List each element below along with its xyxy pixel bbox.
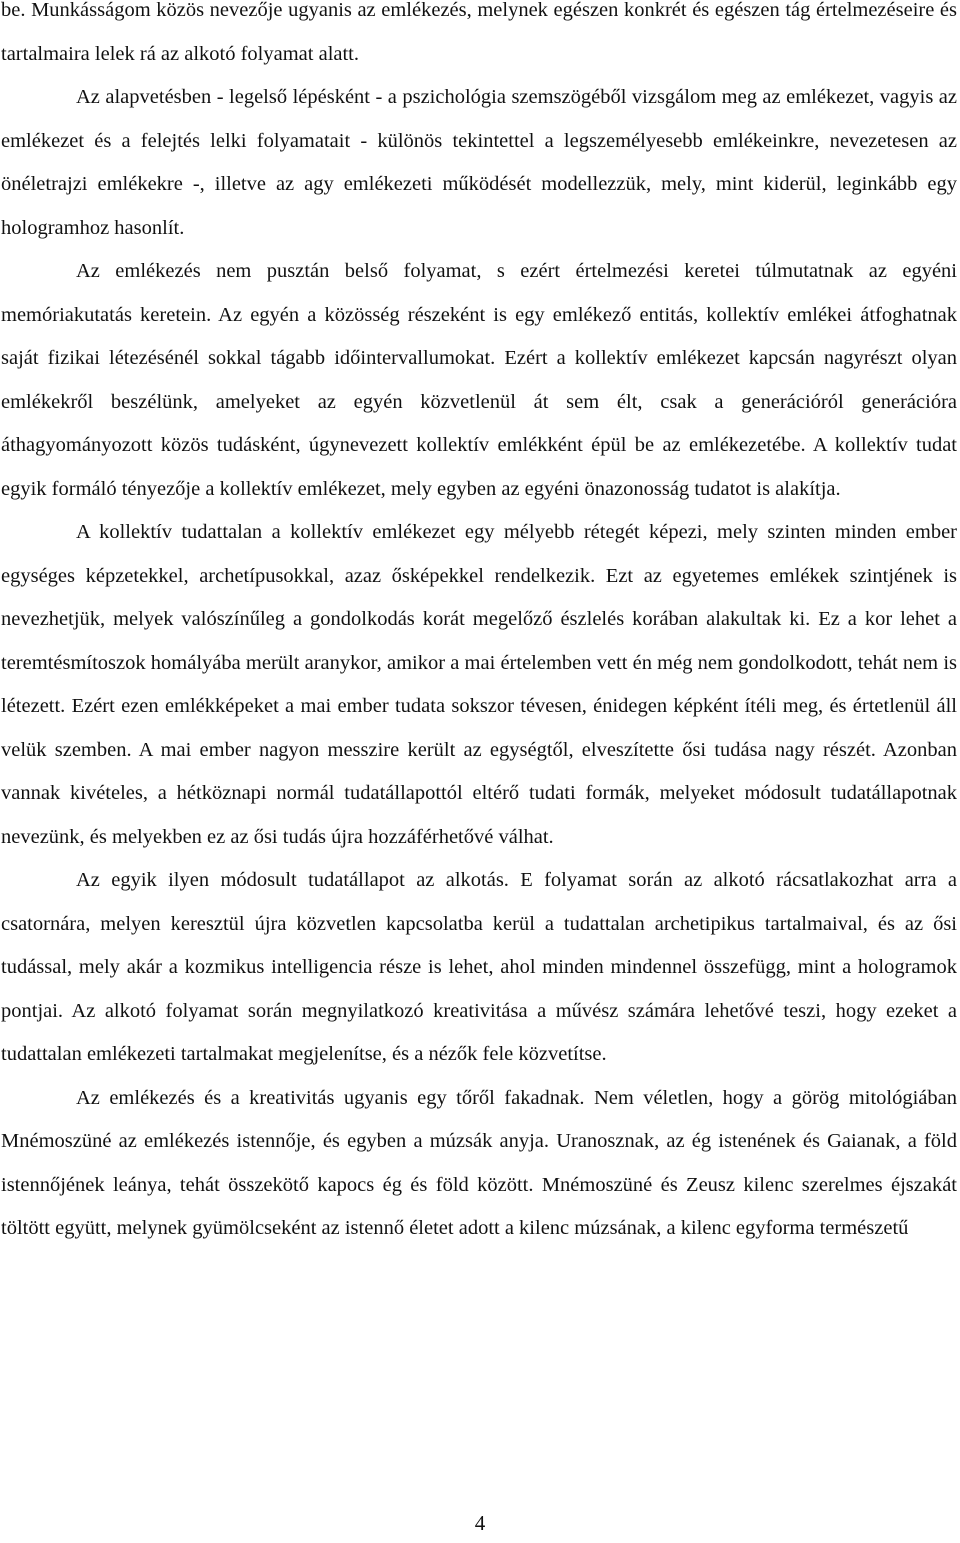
paragraph-5: Az egyik ilyen módosult tudatállapot az alkotás. E folyamat során az alkotó rácsatlakozhat arra a csatornára, melyen keresztül újra közvetlen kapcsolatba kerül a tudattalan archetipikus tartalmaival, és az ősi tudással, mely akár a kozmikus intelligencia része is lehet, ahol minden mindennel összefügg, mint a hologramok pontjai. Az alkotó folyamat során megnyilatkozó kreativitása a művész számára lehetővé teszi, hogy ezeket a tudattalan emlékezeti tartalmakat megjelenítse, és a nézők fele közvetítse. [1,869,957,1065]
page-number: 4 [474,1511,486,1535]
paragraph-2: Az alapvetésben - legelső lépésként - a pszichológia szemszögéből vizsgálom meg az emlékezet, vagyis az emlékezet és a felejtés lelki folyamatait - különös tekintettel a legszemélyesebb emlékeinkre, nevezetesen az önéletrajzi emlékekre -, illetve az agy emlékezeti működését modellezzük, mely, mint kiderül, leginkább egy hologramhoz hasonlít. [1,86,957,239]
paragraph-3: Az emlékezés nem pusztán belső folyamat, s ezért értelmezési keretei túlmutatnak az egyéni memóriakutatás keretein. Az egyén a közösség részeként is egy emlékező entitás, kollektív emlékei átfoghatnak saját fizikai létezésénél sokkal tágabb időintervallumokat. Ezért a kollektív emlékezet kapcsán nagyrészt olyan emlékekről beszélünk, amelyeket az egyén közvetlenül át sem élt, csak a generációról generációra áthagyományozott közös tudásként, úgynevezett kollektív emlékként épül be az emlékezetébe. A kollektív tudat egyik formáló tényezője a kollektív emlékezet, mely egyben az egyéni önazonosság tudatot is alakítja. [1,260,957,500]
paragraph-4: A kollektív tudattalan a kollektív emlékezet egy mélyebb rétegét képezi, mely szinten minden ember egységes képzetekkel, archetípusokkal, azaz ősképekkel rendelkezik. Ezt az egyetemes emlékek szintjének is nevezhetjük, melyek valószínűleg a gondolkodás korát megelőző észlelés korában alakultak ki. Ez a kor lehet a teremtésmítoszok homályába merült aranykor, amikor a mai értelemben vett én még nem gondolkodott, tehát nem is létezett. Ezért ezen emlékképeket a mai ember tudata sokszor tévesen, énidegen képként ítéli meg, és értetlenül áll velük szemben. A mai ember nagyon messzire került az egységtől, elveszítette ősi tudása nagy részét. Azonban vannak kivételes, a hétköznapi normál tudatállapottól eltérő tudati formák, melyeket módosult tudatállapotnak nevezünk, és melyekben ez az ősi tudás újra hozzáférhetővé válhat. [1,521,957,848]
body-text [1,0,957,1251]
paragraph-6: Az emlékezés és a kreativitás ugyanis egy tőről fakadnak. Nem véletlen, hogy a görög mitológiában Mnémoszüné az emlékezés istennője, és egyben a múzsák anyja. Uranosznak, az ég istenének és Gaianak, a föld istennőjének leánya, tehát összekötő kapocs ég és föld között. Mnémoszüné és Zeusz kilenc szerelmes éjszakát töltött együtt, melynek gyümölcseként az istennő életet adott a kilenc múzsának, a kilenc egyforma természetű [1,1086,957,1239]
paragraph-1: be. Munkásságom közös nevezője ugyanis az emlékezés, melynek egészen konkrét és egészen tág értelmezéseire és tartalmaira lelek rá az alkotó folyamat alatt. [1,0,957,65]
